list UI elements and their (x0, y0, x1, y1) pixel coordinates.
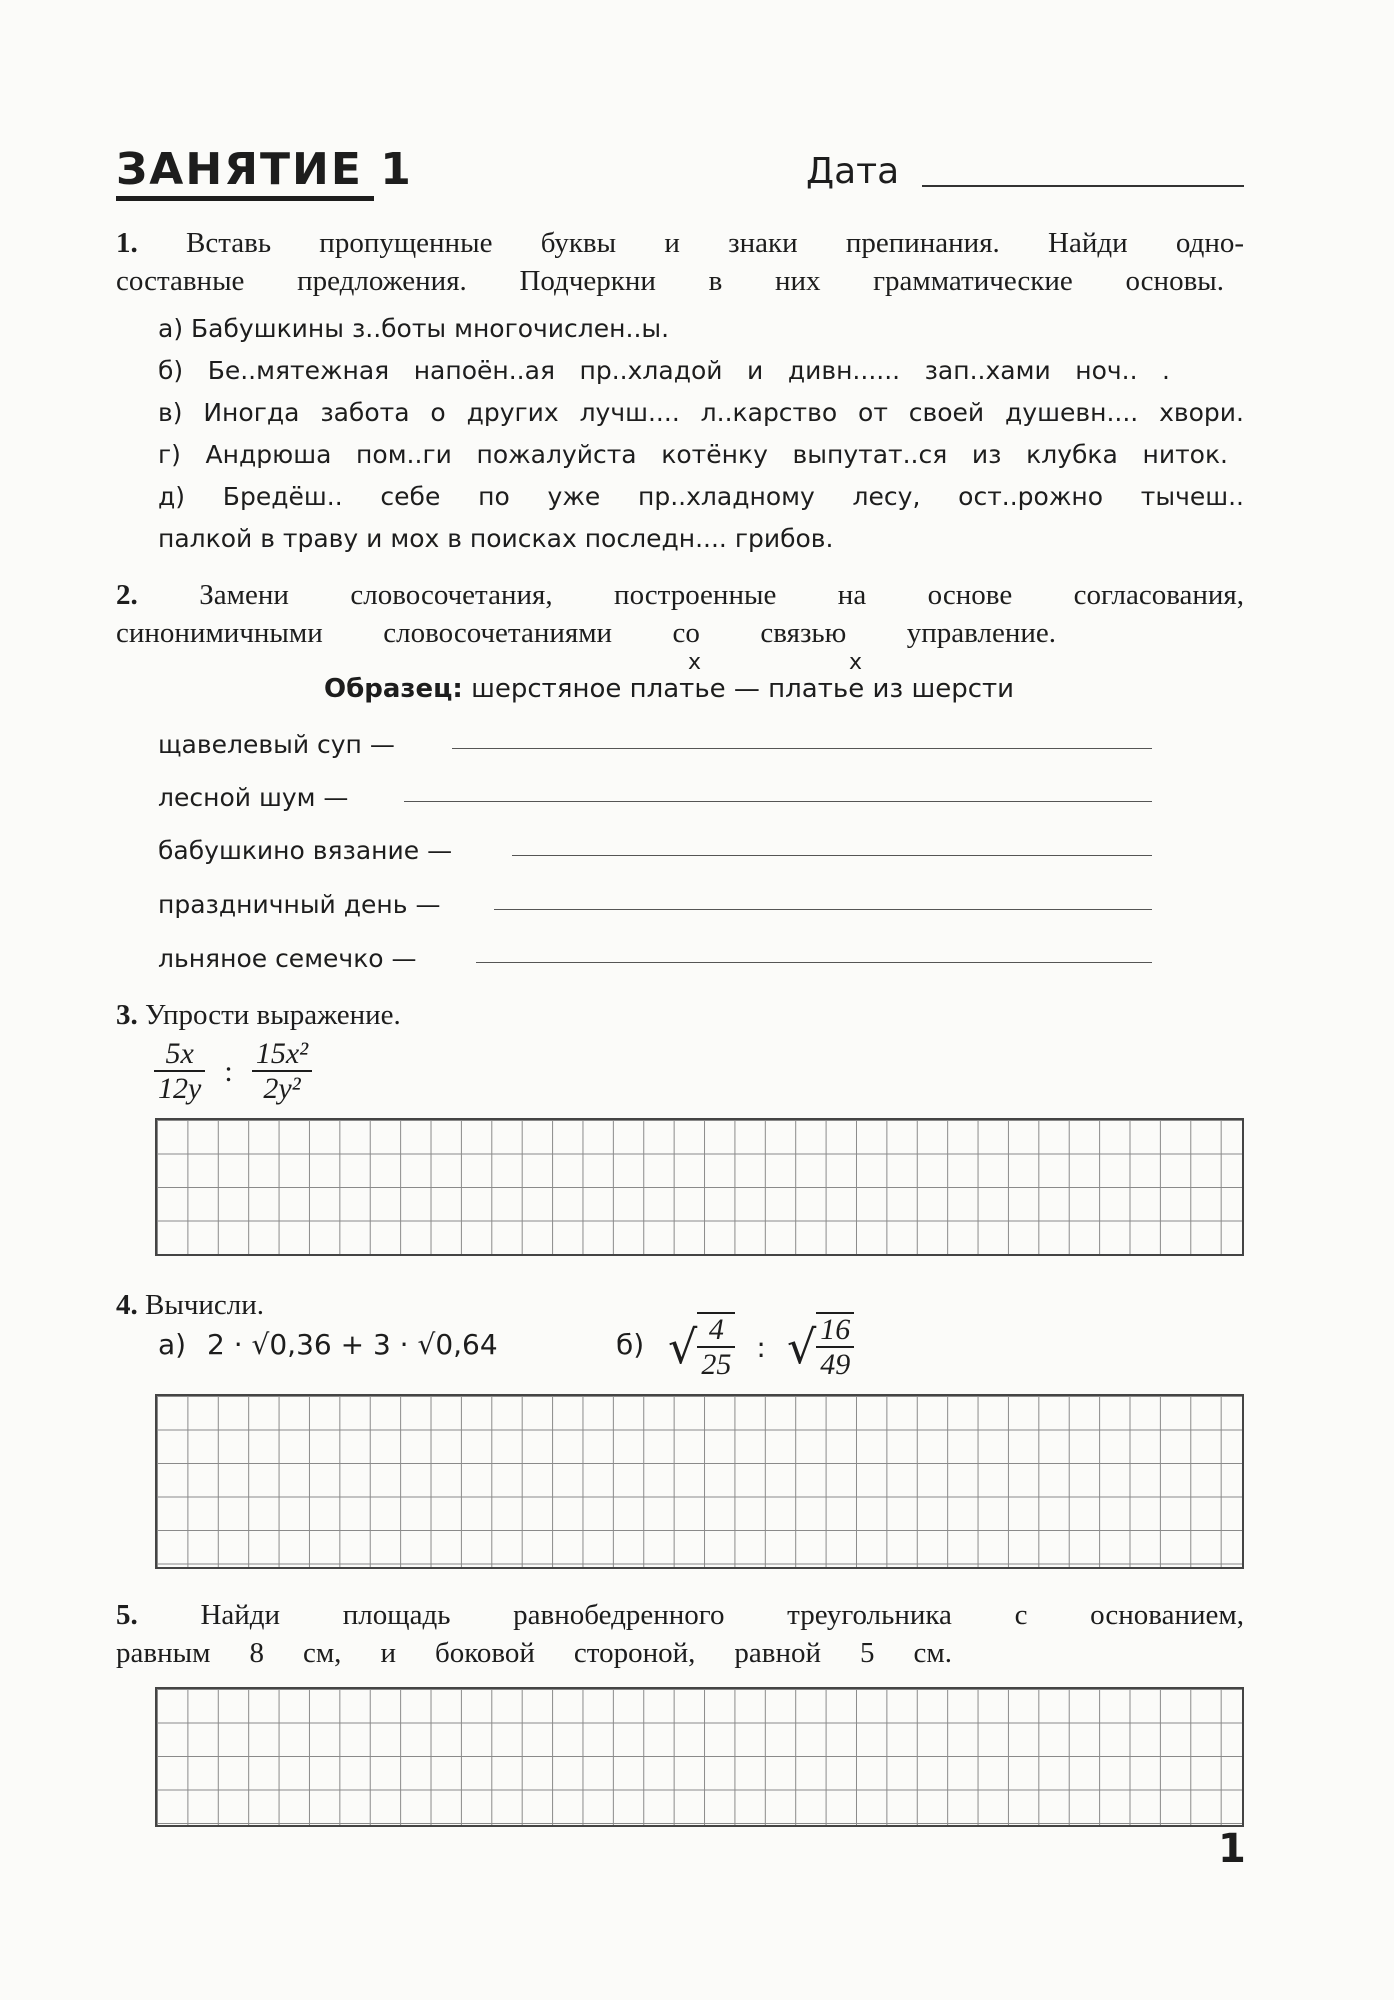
task1-text-line2: составные предложения. Подчеркни в них грамматические основы. (116, 265, 1224, 297)
task5-number: 5. (116, 1599, 138, 1631)
task3-instruction: Упрости выражение. (145, 999, 401, 1031)
task2-instruction-1: Замени словосочетания, построенные на основе согласования, (199, 579, 1245, 611)
part-b-operator: : (756, 1330, 766, 1364)
page-title: ЗАНЯТИЕ 1 (116, 144, 413, 195)
task2-text-line1 (116, 576, 1244, 614)
answer-line-4[interactable] (494, 909, 1152, 910)
task3-expression (154, 1038, 312, 1106)
task3-text (116, 996, 401, 1034)
part-a-expression: 2 · √0,36 + 3 · √0,64 (207, 1328, 498, 1361)
sample-mark-2: х (849, 650, 863, 675)
sqrt-fraction-2-denominator: 49 (820, 1348, 851, 1381)
task5-text-line2: равным 8 см, и боковой стороной, равной 5 см. (116, 1637, 952, 1669)
sqrt-fraction-1-numerator: 4 (697, 1314, 735, 1348)
task5-instruction-1: Найди площадь равнобедренного треугольника с основанием, (200, 1599, 1244, 1631)
sqrt-fraction-2-numerator: 16 (816, 1314, 854, 1348)
task4-number: 4. (116, 1289, 138, 1321)
page-number: 1 (1218, 1826, 1246, 1872)
fraction-1-numerator: 5x (154, 1038, 205, 1072)
task1-item-c: в) Иногда забота о других лучш.... л..карство от своей душевн.... хвори. (158, 398, 1244, 427)
task5-text-line1 (116, 1596, 1244, 1634)
task1-text-line1 (116, 224, 1244, 262)
task1-instruction-1: Вставь пропущенные буквы и знаки препинания. Найди одно- (186, 227, 1245, 259)
task2-text-line2: синонимичными словосочетаниями со связью управление. (116, 617, 1056, 649)
task5-answer-grid[interactable] (155, 1687, 1244, 1827)
task1-item-a: а) Бабушкины з..боты многочислен..ы. (158, 314, 670, 343)
task1-number: 1. (116, 227, 138, 259)
sqrt-sign-1: √ (668, 1320, 698, 1374)
task1-item-b: б) Бе..мятежная напоён..ая пр..хладой и дивн...... зап..хами ноч.. . (158, 356, 1170, 385)
division-operator: : (224, 1055, 233, 1088)
date-label: Дата (806, 151, 900, 192)
fraction-2-numerator: 15x² (252, 1038, 312, 1072)
sample-label: Образец: (324, 674, 463, 704)
task3-number: 3. (116, 999, 138, 1031)
phrase-4: праздничный день — (158, 890, 441, 919)
sqrt-fraction-1-denominator: 25 (701, 1348, 732, 1381)
phrase-5: льняное семечко — (158, 944, 417, 973)
task2-sample (324, 672, 1014, 706)
answer-line-5[interactable] (476, 962, 1152, 963)
sample-mark-1: х (688, 650, 702, 675)
sample-text: шерстяное платье — платье из шерсти (471, 674, 1015, 704)
task1-item-e-cont: палкой в траву и мох в поисках последн.... грибов. (158, 524, 834, 553)
part-a-label: а) (158, 1328, 187, 1361)
task4-part-b (668, 1312, 854, 1382)
fraction-2 (252, 1038, 312, 1106)
fraction-1 (154, 1038, 205, 1106)
sqrt-fraction-1 (697, 1312, 735, 1382)
date-input-line[interactable] (922, 185, 1244, 187)
task4-answer-grid[interactable] (155, 1394, 1244, 1569)
answer-line-1[interactable] (452, 748, 1152, 749)
task4-instruction: Вычисли. (145, 1289, 265, 1321)
fraction-2-denominator: 2y² (263, 1072, 301, 1105)
part-b-label: б) (616, 1328, 645, 1361)
answer-line-2[interactable] (404, 801, 1152, 802)
sqrt-fraction-2 (816, 1312, 854, 1382)
task1-item-e: д) Бредёш.. себе по уже пр..хладному лесу, ост..рожно тычеш.. (158, 482, 1244, 511)
task1-item-d: г) Андрюша пом..ги пожалуйста котёнку выпутат..ся из клубка ниток. (158, 440, 1228, 469)
task3-answer-grid[interactable] (155, 1118, 1244, 1256)
sqrt-sign-2: √ (786, 1320, 817, 1374)
title-underline (116, 196, 374, 201)
task2-number: 2. (116, 579, 138, 611)
answer-line-3[interactable] (512, 855, 1152, 856)
phrase-2: лесной шум — (158, 783, 349, 812)
task4-text (116, 1286, 264, 1324)
phrase-3: бабушкино вязание — (158, 836, 453, 865)
phrase-1: щавелевый суп — (158, 730, 395, 759)
fraction-1-denominator: 12y (158, 1072, 202, 1105)
task4-part-a (158, 1328, 498, 1361)
